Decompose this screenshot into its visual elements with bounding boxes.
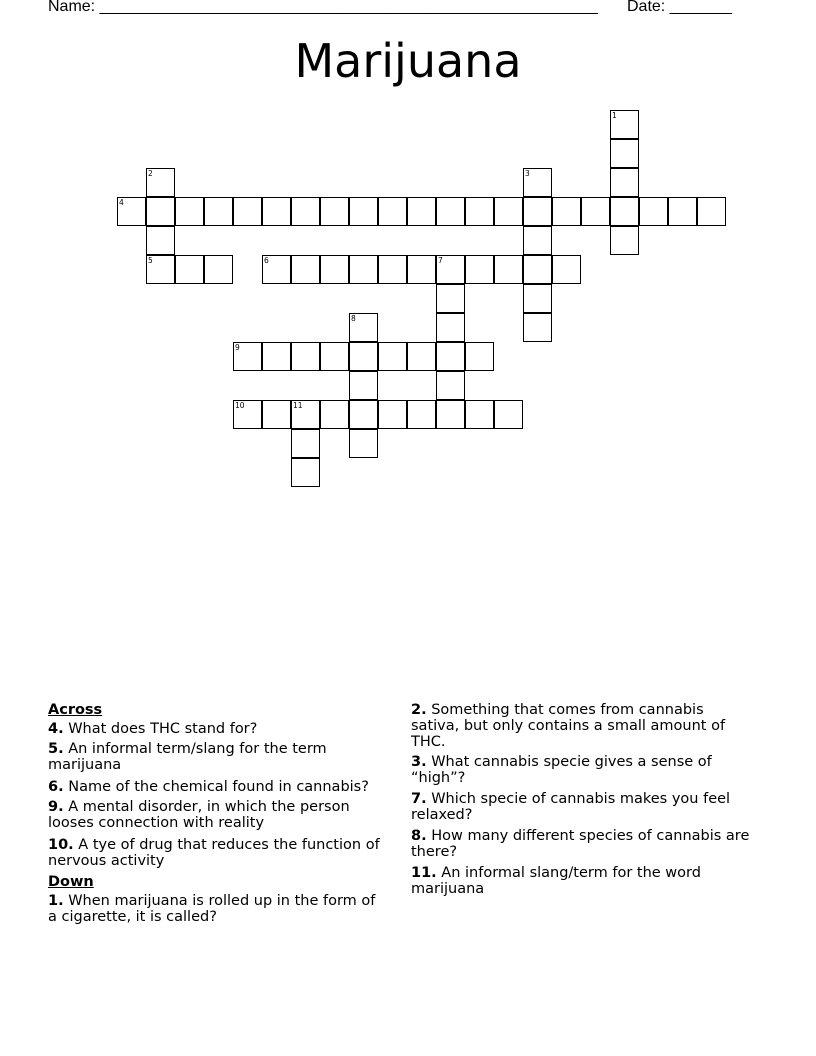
across-heading: Across bbox=[48, 702, 103, 718]
puzzle-title: Marijuana bbox=[294, 34, 522, 88]
grid-cell[interactable] bbox=[610, 168, 639, 197]
clue-number-label: 6 bbox=[264, 256, 269, 265]
grid-cell[interactable] bbox=[233, 197, 262, 226]
grid-cell[interactable] bbox=[320, 342, 349, 371]
grid-cell[interactable] bbox=[581, 197, 610, 226]
clues-right-column bbox=[411, 702, 751, 897]
grid-cell[interactable] bbox=[320, 400, 349, 429]
grid-cell[interactable] bbox=[697, 197, 726, 226]
clue-across-6: 6. Name of the chemical found in cannabis? bbox=[48, 779, 369, 795]
grid-cell[interactable] bbox=[320, 197, 349, 226]
grid-cell[interactable] bbox=[639, 197, 668, 226]
clue-number-label: 1 bbox=[612, 111, 617, 120]
grid-cell[interactable] bbox=[610, 139, 639, 168]
grid-cell[interactable] bbox=[465, 400, 494, 429]
grid-cell[interactable] bbox=[465, 342, 494, 371]
grid-cell[interactable] bbox=[291, 429, 320, 458]
grid-cell[interactable] bbox=[436, 371, 465, 400]
date-field-label: Date: _______ bbox=[627, 0, 732, 15]
grid-cell[interactable] bbox=[610, 226, 639, 255]
grid-cell[interactable] bbox=[291, 458, 320, 487]
clue-across-9: 9. A mental disorder, in which the person looses connection with reality bbox=[48, 799, 350, 831]
grid-cell[interactable] bbox=[349, 429, 378, 458]
clue-across-10: 10. A tye of drug that reduces the function of nervous activity bbox=[48, 837, 380, 869]
grid-cell[interactable] bbox=[407, 255, 436, 284]
grid-cell[interactable] bbox=[291, 197, 320, 226]
grid-cell[interactable] bbox=[523, 197, 552, 226]
name-field-label: Name: ________________________________________________________ bbox=[48, 0, 598, 15]
clue-down-1: 1. When marijuana is rolled up in the form of a cigarette, it is called? bbox=[48, 893, 376, 925]
grid-cell[interactable] bbox=[146, 197, 175, 226]
grid-cell[interactable] bbox=[407, 197, 436, 226]
clue-down-8: 8. How many different species of cannabis are there? bbox=[411, 828, 750, 860]
grid-cell[interactable] bbox=[175, 255, 204, 284]
grid-cell[interactable] bbox=[523, 313, 552, 342]
grid-cell[interactable] bbox=[378, 197, 407, 226]
grid-cell[interactable] bbox=[494, 400, 523, 429]
clue-number-label: 11 bbox=[293, 401, 303, 410]
grid-cell[interactable] bbox=[407, 400, 436, 429]
clue-down-2: 2. Something that comes from cannabis sativa, but only contains a small amount of THC. bbox=[411, 702, 726, 750]
clue-across-5: 5. An informal term/slang for the term marijuana bbox=[48, 741, 327, 773]
clues-left-column bbox=[48, 702, 388, 925]
grid-cell[interactable] bbox=[146, 226, 175, 255]
grid-cell[interactable] bbox=[436, 400, 465, 429]
grid-cell[interactable] bbox=[262, 400, 291, 429]
grid-cell[interactable] bbox=[668, 197, 697, 226]
grid-cell[interactable] bbox=[523, 284, 552, 313]
grid-cell[interactable] bbox=[436, 313, 465, 342]
clue-across-4: 4. What does THC stand for? bbox=[48, 721, 258, 737]
grid-cell[interactable] bbox=[349, 255, 378, 284]
grid-cell[interactable] bbox=[262, 197, 291, 226]
grid-cell[interactable] bbox=[465, 255, 494, 284]
grid-cell[interactable] bbox=[378, 400, 407, 429]
grid-cell[interactable] bbox=[262, 342, 291, 371]
crossword-grid bbox=[0, 0, 816, 500]
clue-down-11: 11. An informal slang/term for the word marijuana bbox=[411, 865, 701, 897]
grid-cell[interactable] bbox=[175, 197, 204, 226]
clue-number-label: 5 bbox=[148, 256, 153, 265]
clue-number-label: 3 bbox=[525, 169, 530, 178]
clue-number-label: 4 bbox=[119, 198, 124, 207]
clue-number-label: 7 bbox=[438, 256, 443, 265]
clue-down-7: 7. Which specie of cannabis makes you feel relaxed? bbox=[411, 791, 731, 823]
grid-cell[interactable] bbox=[552, 197, 581, 226]
grid-cell[interactable] bbox=[349, 197, 378, 226]
clue-number-label: 2 bbox=[148, 169, 153, 178]
clue-number-label: 8 bbox=[351, 314, 356, 323]
clue-number-label: 9 bbox=[235, 343, 240, 352]
grid-cell[interactable] bbox=[407, 342, 436, 371]
grid-cell[interactable] bbox=[378, 342, 407, 371]
clue-down-3: 3. What cannabis specie gives a sense of “high”? bbox=[411, 754, 712, 786]
grid-cell[interactable] bbox=[552, 255, 581, 284]
grid-cell[interactable] bbox=[494, 197, 523, 226]
grid-cell[interactable] bbox=[291, 255, 320, 284]
grid-cell[interactable] bbox=[523, 226, 552, 255]
grid-cell[interactable] bbox=[523, 255, 552, 284]
grid-cell[interactable] bbox=[378, 255, 407, 284]
grid-cell[interactable] bbox=[204, 197, 233, 226]
grid-cell[interactable] bbox=[349, 400, 378, 429]
grid-cell[interactable] bbox=[465, 197, 494, 226]
grid-cell[interactable] bbox=[204, 255, 233, 284]
grid-cell[interactable] bbox=[291, 342, 320, 371]
grid-cell[interactable] bbox=[436, 197, 465, 226]
clue-number-label: 10 bbox=[235, 401, 245, 410]
grid-cell[interactable] bbox=[349, 371, 378, 400]
grid-cell[interactable] bbox=[320, 255, 349, 284]
grid-cell[interactable] bbox=[436, 342, 465, 371]
grid-cell[interactable] bbox=[610, 197, 639, 226]
grid-cell[interactable] bbox=[436, 284, 465, 313]
down-heading: Down bbox=[48, 874, 94, 890]
grid-cell[interactable] bbox=[349, 342, 378, 371]
grid-cell[interactable] bbox=[494, 255, 523, 284]
